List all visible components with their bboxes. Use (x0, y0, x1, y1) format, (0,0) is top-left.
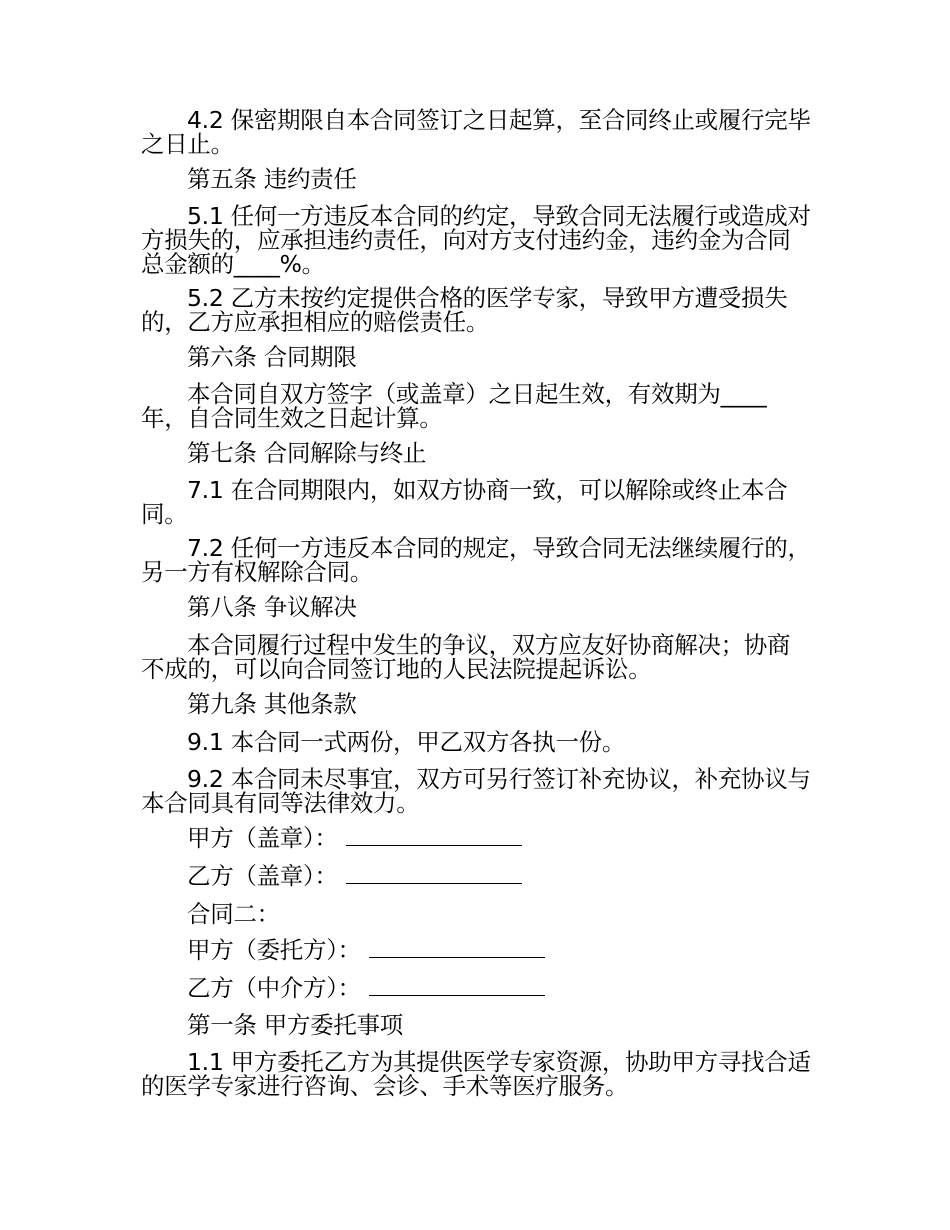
clause-4-2: 4.2 保密期限自本合同签订之日起算，至合同终止或履行完毕之日止。 (141, 106, 811, 158)
party-b-seal-line (187, 862, 522, 890)
article-6-body: 本合同自双方签字（或盖章）之日起生效，有效期为____年，自合同生效之日起计算。 (141, 380, 767, 432)
clause-7-1: 7.1 在合同期限内，如双方协商一致，可以解除或终止本合同。 (141, 476, 788, 528)
party-a-client-blank (369, 937, 545, 958)
party-b-agent-line (187, 974, 545, 1002)
party-a-client-line (187, 936, 545, 964)
party-a-seal-label: 甲方（盖章）： (187, 824, 338, 852)
clause-9-1: 9.1 本合同一式两份，甲乙双方各执一份。 (187, 728, 626, 756)
article-7-heading: 第七条 合同解除与终止 (187, 439, 427, 467)
contract-two-title: 合同二： (187, 900, 280, 928)
article-9-heading: 第九条 其他条款 (187, 690, 357, 718)
clause-1-1: 1.1 甲方委托乙方为其提供医学专家资源，协助甲方寻找合适的医学专家进行咨询、会诊、手术等医疗服务。 (141, 1048, 811, 1100)
clause-5-1: 5.1 任何一方违反本合同的约定，导致合同无法履行或造成对方损失的，应承担违约责任，向对方支付违约金，违约金为合同总金额的____%。 (141, 202, 811, 278)
party-b-agent-label: 乙方（中介方）： (187, 974, 361, 1002)
party-b-signature-blank (346, 863, 522, 884)
clause-7-2: 7.2 任何一方违反本合同的规定，导致合同无法继续履行的，另一方有权解除合同。 (141, 534, 811, 586)
article-6-heading: 第六条 合同期限 (187, 343, 357, 371)
party-b-seal-label: 乙方（盖章）： (187, 862, 338, 890)
article-1-heading: 第一条 甲方委托事项 (187, 1011, 403, 1039)
party-a-signature-blank (346, 825, 522, 846)
article-5-heading: 第五条 违约责任 (187, 165, 357, 193)
party-a-client-label: 甲方（委托方）： (187, 936, 361, 964)
clause-5-2: 5.2 乙方未按约定提供合格的医学专家，导致甲方遭受损失的，乙方应承担相应的赔偿责任。 (141, 284, 788, 336)
article-8-body: 本合同履行过程中发生的争议，双方应友好协商解决；协商不成的，可以向合同签订地的人民法院提起诉讼。 (141, 631, 791, 683)
party-a-seal-line (187, 824, 522, 852)
clause-9-2: 9.2 本合同未尽事宜，双方可另行签订补充协议，补充协议与本合同具有同等法律效力。 (141, 765, 811, 817)
article-8-heading: 第八条 争议解决 (187, 593, 357, 621)
party-b-agent-blank (369, 975, 545, 996)
